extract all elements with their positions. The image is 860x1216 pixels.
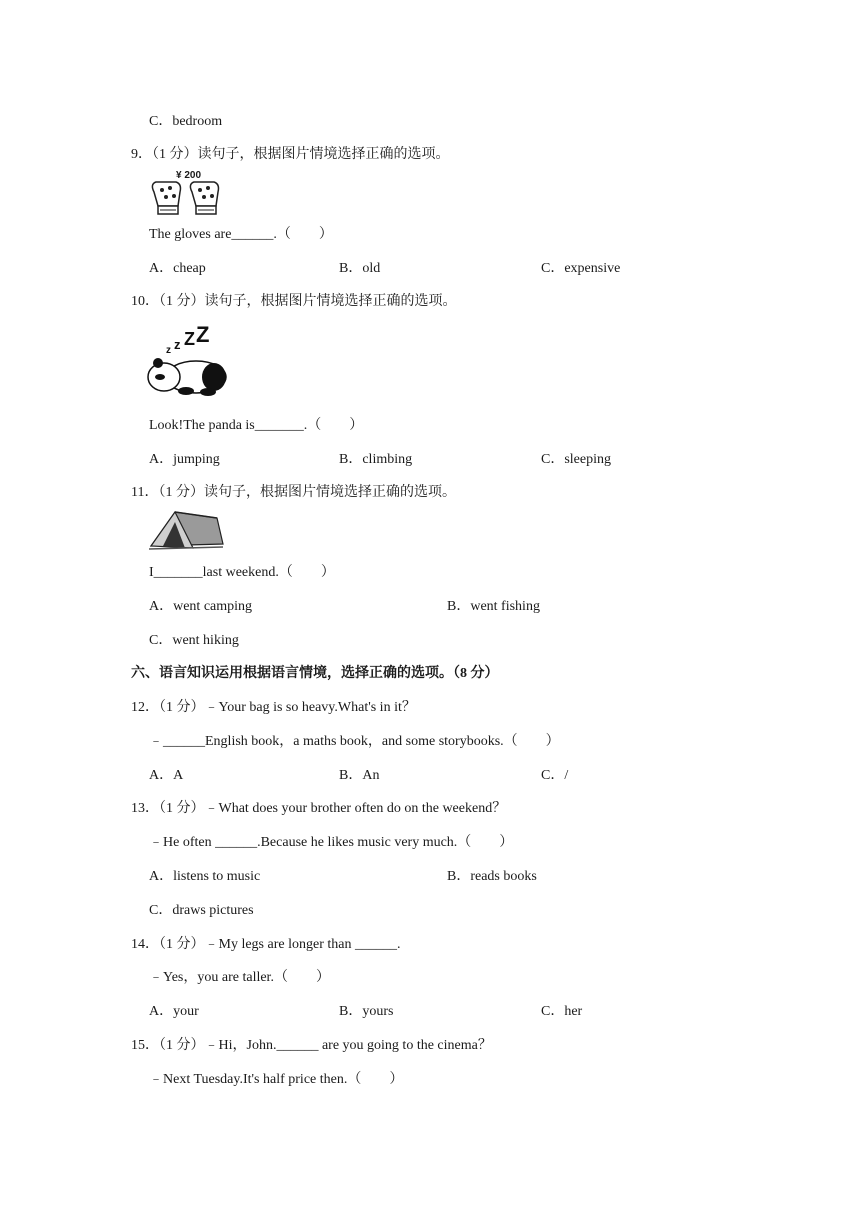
q13-stem: 13．（1 分）﹣What does your brother often do on the weekend？ <box>131 801 507 816</box>
q9-option-b[interactable]: B．old <box>339 261 381 276</box>
svg-text:z: z <box>174 337 181 352</box>
q10-option-b[interactable]: B．climbing <box>339 452 413 467</box>
q12-option-c[interactable]: C．/ <box>541 768 569 783</box>
q10-option-c[interactable]: C．sleeping <box>541 452 611 467</box>
q10-sentence: Look!The panda is_______.（ ） <box>149 418 364 433</box>
q15-stem: 15．（1 分）﹣Hi，John.______ are you going to the cinema？ <box>131 1038 492 1053</box>
q14-option-c[interactable]: C．her <box>541 1004 583 1019</box>
svg-text:Z: Z <box>196 325 210 347</box>
section-6-title: 六、语言知识运用根据语言情境，选择正确的选项。（8 分） <box>131 666 499 681</box>
q11-sentence: I_______last weekend.（ ） <box>149 565 335 580</box>
q10-option-a[interactable]: A．jumping <box>149 452 220 467</box>
tent-picture <box>147 508 225 552</box>
q11-option-c[interactable]: C．went hiking <box>149 633 239 648</box>
sleeping-panda-picture <box>146 325 230 397</box>
q12-option-b[interactable]: B．An <box>339 768 380 783</box>
svg-text:Z: Z <box>184 329 195 349</box>
q15-reply: ﹣Next Tuesday.It's half price then.（ ） <box>149 1072 404 1087</box>
gloves-picture <box>146 170 232 218</box>
price-tag: ¥ 200 <box>176 170 202 181</box>
svg-text:z: z <box>166 345 171 356</box>
q13-option-b[interactable]: B．reads books <box>447 869 537 884</box>
q13-option-a[interactable]: A．listens to music <box>149 869 261 884</box>
q10-stem: 10．（1 分）读句子，根据图片情境选择正确的选项。 <box>131 294 457 309</box>
tent-icon <box>147 508 225 552</box>
q12-reply: ﹣______English book，a maths book，and some storybooks.（ ） <box>149 734 560 749</box>
q14-option-a[interactable]: A．your <box>149 1004 199 1019</box>
q9-sentence: The gloves are______.（ ） <box>149 227 333 242</box>
q9-option-c[interactable]: C．expensive <box>541 261 621 276</box>
q13-reply: ﹣He often ______.Because he likes music very much.（ ） <box>149 835 514 850</box>
q13-option-c[interactable]: C．draws pictures <box>149 903 254 918</box>
q14-stem: 14．（1 分）﹣My legs are longer than ______. <box>131 937 401 952</box>
q12-stem: 12．（1 分）﹣Your bag is so heavy.What's in it？ <box>131 700 416 715</box>
q9-option-a[interactable]: A．cheap <box>149 261 206 276</box>
q8-option-c[interactable]: C．bedroom <box>149 114 223 129</box>
q11-option-a[interactable]: A．went camping <box>149 599 253 614</box>
q11-stem: 11．（1 分）读句子，根据图片情境选择正确的选项。 <box>131 485 456 500</box>
panda-icon <box>146 325 230 397</box>
q12-option-a[interactable]: A．A <box>149 768 184 783</box>
q9-stem: 9．（1 分）读句子，根据图片情境选择正确的选项。 <box>131 147 450 162</box>
q14-option-b[interactable]: B．yours <box>339 1004 394 1019</box>
q14-reply: ﹣Yes，you are taller.（ ） <box>149 970 330 985</box>
q11-option-b[interactable]: B．went fishing <box>447 599 540 614</box>
